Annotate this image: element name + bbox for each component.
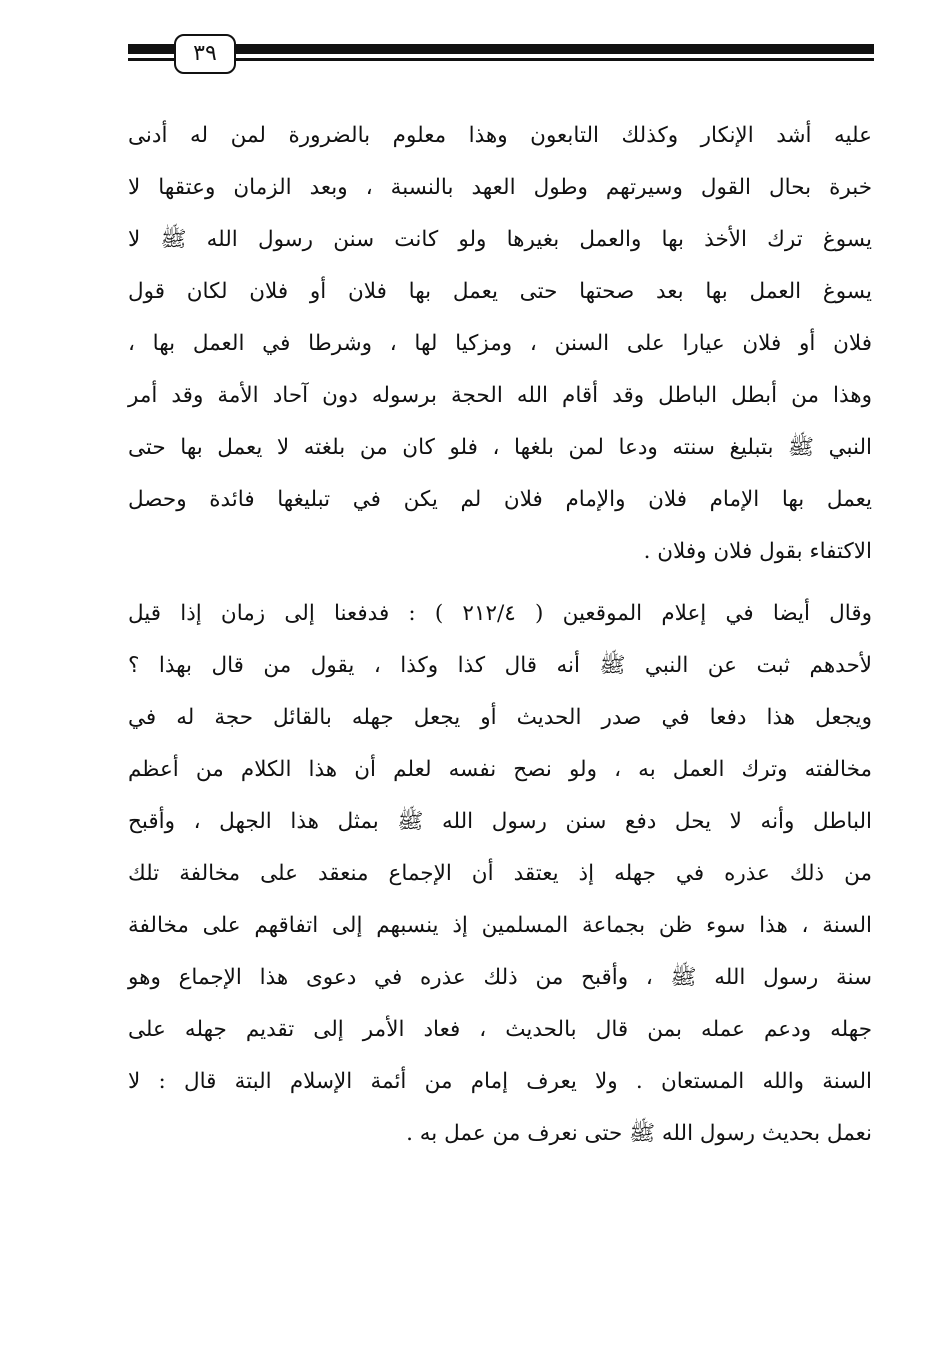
- text-line: مخالفته وترك العمل به ، ولو نصح نفسه لعلم أن هذا الكلام من أعظم: [128, 757, 872, 782]
- text-line: نعمل بحديث رسول الله ﷺ حتى نعرف من عمل به .: [406, 1121, 872, 1146]
- text-line: لأحدهم ثبت عن النبي ﷺ أنه قال كذا وكذا ، يقول من قال بهذا ؟: [128, 653, 872, 678]
- text-line: وهذا من أبطل الباطل وقد أقام الله الحجة برسوله دون آحاد الأمة وقد أمر: [128, 383, 872, 408]
- page-body: [128, 110, 872, 1160]
- header-rule-left-thick: [128, 44, 174, 54]
- text-line: سنة رسول الله ﷺ ، وأقبح من ذلك عذره في دعوى هذا الإجماع وهو: [128, 965, 872, 990]
- text-line: خبرة بحال القول وسيرتهم وطول العهد بالنسبة ، وبعد الزمان وعتقها لا: [128, 175, 872, 200]
- text-line: يسوغ ترك الأخذ بها والعمل بغيرها ولو كانت سنن رسول الله ﷺ لا: [128, 227, 872, 252]
- text-line: ويجعل هذا دفعا في صدر الحديث أو يجعل جهله بالقائل حجة له في: [128, 705, 872, 730]
- text-line: الاكتفاء بقول فلان وفلان .: [643, 539, 872, 564]
- header-rule-left-thin: [128, 58, 174, 61]
- header-rule-right-thick: [236, 44, 874, 54]
- header-rule-right-thin: [236, 58, 874, 61]
- text-line: يعمل بها الإمام فلان والإمام فلان لم يكن في تبليغها فائدة وحصل: [128, 487, 872, 512]
- text-line: السنة ، هذا سوء ظن بجماعة المسلمين إذ ينسبهم إلى اتفاقهم على مخالفة: [128, 913, 872, 938]
- page-header: [128, 30, 874, 78]
- text-line: عليه أشد الإنكار وكذلك التابعون وهذا معلوم بالضرورة لمن له أدنى: [128, 123, 872, 148]
- text-line: وقال أيضا في إعلام الموقعين ( ٢١٢/٤ ) : فدفعنا إلى زمان إذا قيل: [128, 601, 872, 626]
- paragraph-1: [128, 110, 872, 578]
- text-line: فلان أو فلان عيارا على السنن ، ومزكيا لها ، وشرطا في العمل بها ،: [128, 331, 872, 356]
- text-line: الباطل وأنه لا يحل دفع سنن رسول الله ﷺ بمثل هذا الجهل ، وأقبح: [128, 809, 872, 834]
- paragraph-2: [128, 588, 872, 1160]
- text-line: من ذلك عذره في جهله إذ يعتقد أن الإجماع منعقد على مخالفة تلك: [128, 861, 872, 886]
- text-line: جهله ودعم عمله بمن قال بالحديث ، فعاد الأمر إلى تقديم جهله على: [128, 1017, 872, 1042]
- text-line: يسوغ العمل بها بعد صحتها حتى يعمل بها فلان أو فلان لكان قول: [128, 279, 872, 304]
- page-number: ٣٩: [174, 34, 236, 74]
- text-line: النبي ﷺ بتبليغ سنته ودعا لمن بلغها ، فلو كان من بلغته لا يعمل بها حتى: [128, 435, 872, 460]
- text-line: السنة والله المستعان . ولا يعرف إمام من أئمة الإسلام البتة قال : لا: [128, 1069, 872, 1094]
